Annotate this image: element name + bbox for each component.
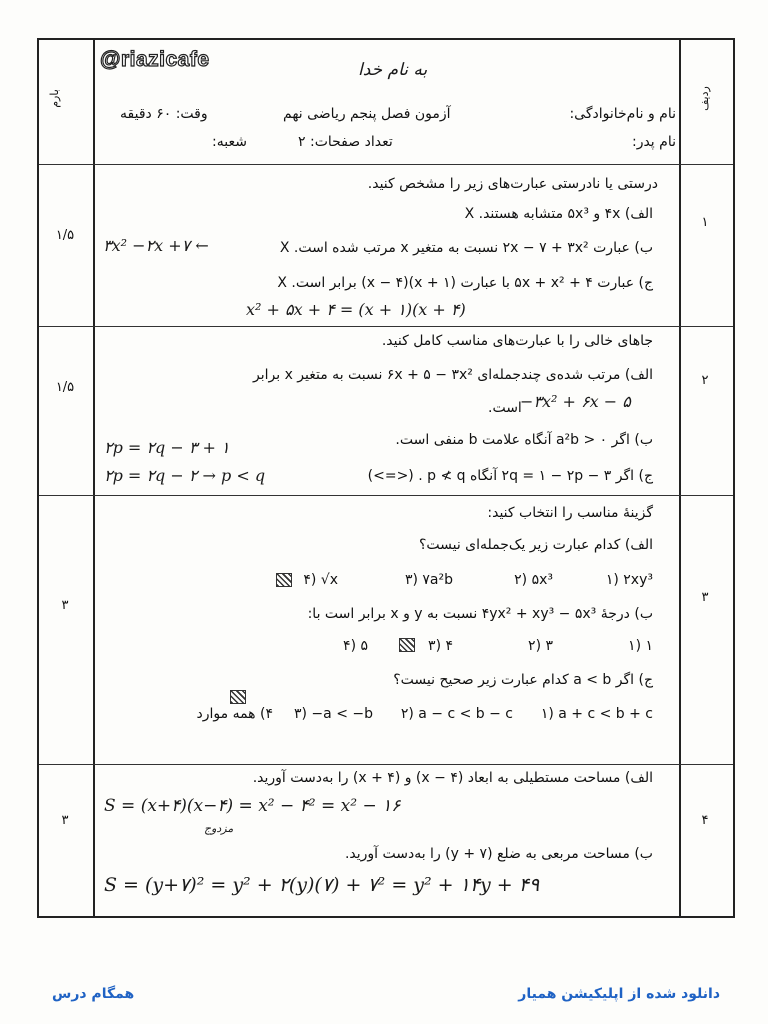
q3-a-option-3[interactable]: ۳) ۷a²b — [404, 572, 453, 588]
q3-divider — [39, 764, 733, 765]
q3-c-option-4[interactable]: ۴) همه موارد — [196, 706, 273, 722]
q3-c-option-2[interactable]: ۲) a − c < b − c — [400, 706, 513, 722]
score-column-divider — [93, 40, 95, 916]
q2-prompt: جاهای خالی را با عبارت‌های مناسب کامل کنید. — [381, 333, 653, 349]
q3-a-selected-mark — [276, 573, 292, 587]
q1-part-c: ج) عبارت ۴ + ۵x + x² با عبارت (x + ۱)(x − ۴) برابر است. X — [277, 275, 653, 291]
q4-score: ۳ — [61, 813, 69, 828]
q4-number: ۴ — [701, 813, 709, 828]
q2-part-c: ج) اگر ۳ − ۲q = ۱ − ۲p آنگاه p ≮ q . (<=>) — [367, 468, 653, 484]
q4-part-a-answer: S = (x+۴)(x−۴) = x² − ۴² = x² − ۱۶ — [104, 796, 401, 816]
header-divider — [39, 164, 733, 165]
q2-part-b-work: ۲p = ۲q − ۳ + ۱ — [104, 438, 230, 457]
q1-divider — [39, 326, 733, 327]
row-column-header: ردیف — [697, 86, 711, 111]
name-label: نام و نام‌خانوادگی: — [569, 106, 676, 122]
basmala: به نام خدا — [358, 60, 428, 80]
q1-number: ۱ — [701, 215, 709, 230]
q2-part-c-work: ۲p = ۲q − ۲ → p < q — [104, 466, 266, 485]
q4-part-a: الف) مساحت مستطیلی به ابعاد (x − ۴) و (x + ۴) را به‌دست آورید. — [252, 770, 653, 786]
q3-c-selected-mark — [230, 690, 246, 704]
q2-part-a-suffix: است. — [488, 400, 522, 416]
q1-part-c-answer: x² + ۵x + ۴ = (x + ۱)(x + ۴) — [246, 300, 466, 319]
q1-part-a: الف) ۴x و ۵x³ متشابه هستند. X — [464, 206, 653, 222]
father-name-label: نام پدر: — [631, 134, 676, 150]
q2-score: ۱/۵ — [55, 380, 75, 395]
q3-part-a: الف) کدام عبارت زیر یک‌جمله‌ای نیست؟ — [418, 537, 653, 553]
q3-b-option-3[interactable]: ۳) ۴ — [428, 638, 453, 654]
q4-part-b: ب) مساحت مربعی به ضلع (y + ۷) را به‌دست آورید. — [344, 846, 653, 862]
q3-part-c: ج) اگر a < b کدام عبارت زیر صحیح نیست؟ — [393, 672, 653, 688]
q1-part-b-answer: ۳x² −۲x +۷ ← — [103, 236, 209, 255]
q3-b-selected-mark — [399, 638, 415, 652]
q1-score: ۱/۵ — [55, 228, 75, 243]
page-count: تعداد صفحات: ۲ — [298, 134, 393, 150]
row-column-divider — [679, 40, 681, 916]
q3-c-option-1[interactable]: ۱) a + c < b + c — [540, 706, 653, 722]
section-label: شعبه: — [212, 134, 247, 150]
q1-part-b: ب) عبارت ۲x − ۷ + ۳x² نسبت به متغیر x مرتب شده است. X — [279, 240, 653, 256]
q2-part-a: الف) مرتب شده‌ی چندجمله‌ای ۶x + ۵ − ۳x² نسبت به متغیر x برابر — [252, 367, 653, 383]
q3-number: ۳ — [701, 590, 709, 605]
q3-part-b: ب) درجهٔ ۴yx² + xy³ − ۵x³ نسبت به y و x برابر است با: — [307, 606, 653, 622]
q2-part-a-answer: −۳x² + ۶x − ۵ — [520, 392, 631, 411]
q2-divider — [39, 495, 733, 496]
q3-a-option-1[interactable]: ۱) ۲xy³ — [605, 572, 653, 588]
footer-right-credit: دانلود شده از اپلیکیشن همیار — [518, 986, 720, 1002]
q3-c-option-3[interactable]: ۳) −a < −b — [294, 706, 373, 722]
q4-part-a-note: مزدوج — [204, 822, 234, 835]
brand-logo: @riazicafe — [100, 48, 210, 71]
exam-time: وقت: ۶۰ دقیقه — [120, 106, 208, 122]
footer-left-brand: همگام درس — [52, 986, 135, 1002]
exam-title: آزمون فصل پنجم ریاضی نهم — [283, 106, 451, 122]
score-column-header: بارم — [47, 89, 61, 108]
q3-score: ۳ — [61, 598, 69, 613]
q2-number: ۲ — [701, 373, 709, 388]
q3-b-option-1[interactable]: ۱) ۱ — [628, 638, 653, 654]
q1-prompt: درستی یا نادرستی عبارت‌های زیر را مشخص کنید. — [367, 176, 658, 192]
q2-part-b: ب) اگر a²b > ۰ آنگاه علامت b منفی است. — [395, 432, 653, 448]
q3-a-option-4[interactable]: ۴) √x — [303, 572, 338, 588]
q4-part-b-answer: S = (y+۷)² = y² + ۲(y)(۷) + ۷² = y² + ۱۴y + ۴۹ — [104, 874, 540, 896]
q3-b-option-4[interactable]: ۴) ۵ — [343, 638, 368, 654]
q3-prompt: گزینهٔ مناسب را انتخاب کنید: — [487, 505, 653, 521]
q3-b-option-2[interactable]: ۲) ۳ — [528, 638, 553, 654]
q3-a-option-2[interactable]: ۲) ۵x³ — [514, 572, 553, 588]
